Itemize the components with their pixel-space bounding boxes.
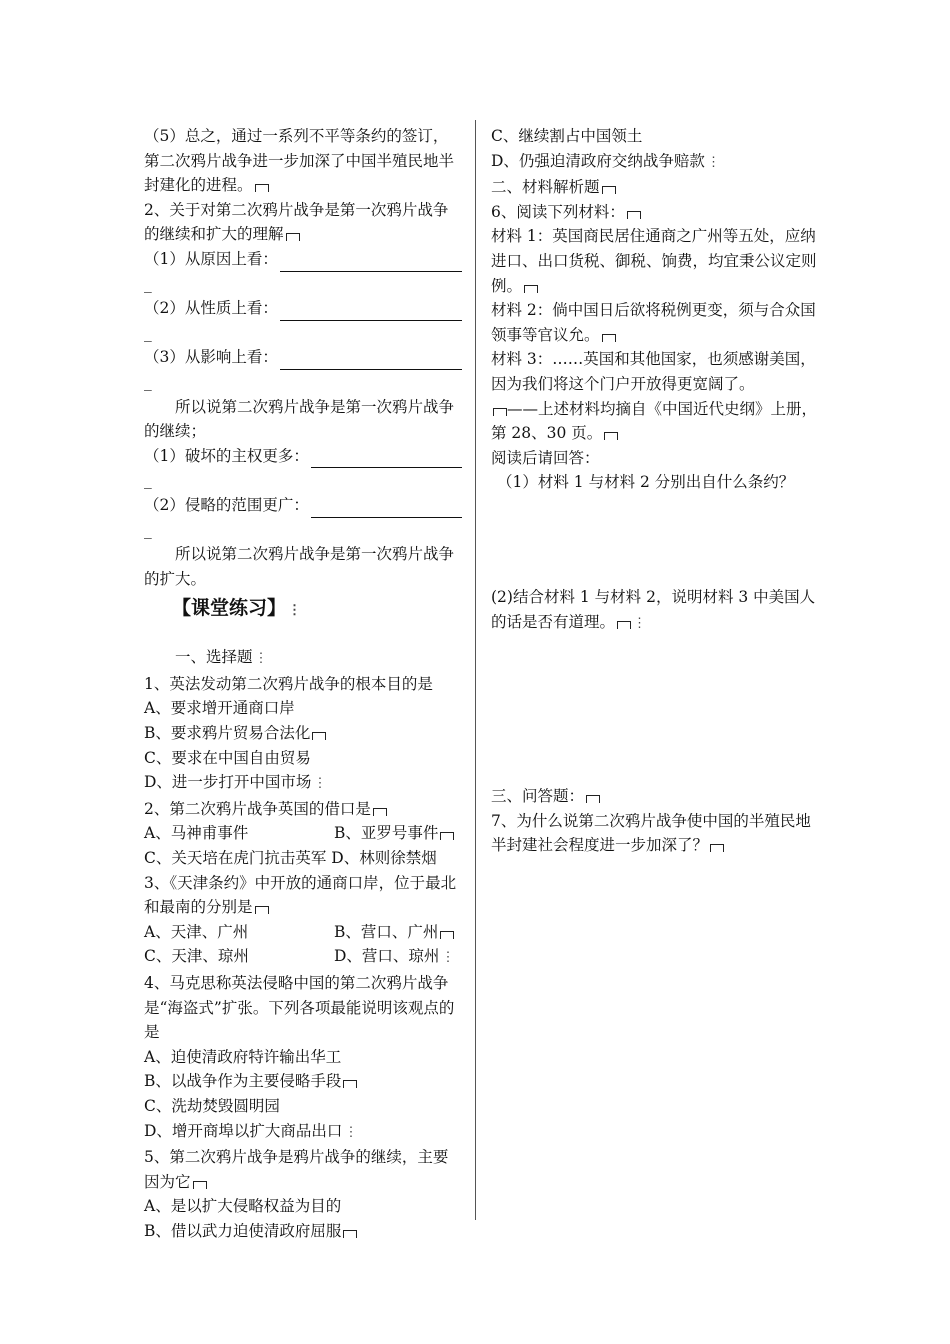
option-d[interactable]: D、营口、琼州 ⋮ <box>334 947 455 966</box>
dash-mark: _ <box>144 372 152 391</box>
sovereignty-blank: （1）破坏的主权更多： <box>144 444 462 469</box>
answer-line[interactable] <box>280 302 462 321</box>
dash-mark: _ <box>144 274 152 293</box>
option-b[interactable]: B、借以武力迫使清政府屈服 <box>144 1219 462 1244</box>
sub-heading-choice: 一、选择题 ⋮ <box>175 648 268 667</box>
paragraph-mark-icon <box>586 795 600 803</box>
question-3: 3、《天津条约》中开放的通商口岸，位于最北和最南的分别是 <box>144 873 457 917</box>
option-a[interactable]: A、马神甫事件 <box>144 824 249 843</box>
options-ab <box>144 920 462 945</box>
paragraph-mark-icon <box>602 186 616 194</box>
section-material-analysis: 二、材料解析题 <box>491 175 821 200</box>
paragraph-mark-icon <box>627 211 641 219</box>
sub-question-1: （1）材料 1 与材料 2 分别出自什么条约？ <box>497 473 795 492</box>
column-divider <box>475 120 476 1220</box>
option-a[interactable]: A、迫使清政府特许输出华工 <box>144 1047 342 1066</box>
option-c[interactable]: C、天津、琼州 <box>144 947 249 966</box>
answer-line[interactable] <box>280 351 462 370</box>
dash-mark: _ <box>144 323 152 342</box>
paragraph-summary: （5）总之，通过一系列不平等条约的签订，第二次鸦片战争进一步加深了中国半殖民地半封建化的进程。 <box>144 127 455 195</box>
left-column <box>144 124 462 1244</box>
option-d[interactable]: D、进一步打开中国市场 ⋮ <box>144 773 327 792</box>
material-source: ——上述材料均摘自《中国近代史纲》上册，第 28、30 页。 <box>491 399 818 443</box>
dash-mark: _ <box>144 471 152 490</box>
scope-blank: （2）侵略的范围更广： <box>144 493 462 518</box>
paragraph-mark-icon <box>493 408 507 416</box>
expansion-statement: 所以说第二次鸦片战争是第一次鸦片战争的扩大。 <box>144 545 455 588</box>
options-cd[interactable]: C、关天培在虎门抗击英军 D、林则徐禁烟 <box>144 849 437 868</box>
paragraph-mark-icon <box>312 732 326 740</box>
paragraph-mark-icon <box>286 233 300 241</box>
material-1: 材料 1：英国商民居住通商之广州等五处，应纳进口、出口货税、御税、饷费，均宜秉公议定则例。 <box>491 227 817 295</box>
option-b[interactable]: B、亚罗号事件 <box>334 821 454 846</box>
paragraph-mark-icon <box>617 621 631 629</box>
influence-blank: （3）从影响上看： <box>144 345 462 370</box>
question-2-understanding: 2、关于对第二次鸦片战争是第一次鸦片战争的继续和扩大的理解 <box>144 200 449 244</box>
answer-line[interactable] <box>280 253 462 272</box>
paragraph-mark-icon <box>373 808 387 816</box>
read-instruction: 阅读后请回答： <box>491 448 600 467</box>
paragraph-mark-icon <box>193 1181 207 1189</box>
answer-line[interactable] <box>311 499 462 518</box>
answer-space[interactable] <box>491 495 821 585</box>
paragraph-mark-icon <box>255 906 269 914</box>
option-c[interactable]: C、要求在中国自由贸易 <box>144 748 311 767</box>
question-2: 2、第二次鸦片战争英国的借口是 <box>144 797 462 822</box>
option-c[interactable]: C、继续割占中国领土 <box>491 127 643 145</box>
option-d[interactable]: D、增开商埠以扩大商品出口 ⋮ <box>144 1121 358 1140</box>
paragraph-mark-icon <box>255 184 269 192</box>
paragraph-mark-icon <box>524 285 538 293</box>
reason-blank: （1）从原因上看： <box>144 247 462 272</box>
option-a[interactable]: A、要求增开通商口岸 <box>144 699 295 718</box>
option-c[interactable]: C、洗劫焚毁圆明园 <box>144 1096 280 1115</box>
section-heading: 【课堂练习】 ⋮ <box>172 597 302 620</box>
answer-line[interactable] <box>311 449 462 468</box>
dash-mark: _ <box>144 520 152 539</box>
option-a[interactable]: A、是以扩大侵略权益为目的 <box>144 1197 342 1216</box>
sub-question-2: (2)结合材料 1 与材料 2，说明材料 3 中美国人的话是否有道理。 ⋮ <box>491 587 816 631</box>
question-1: 1、英法发动第二次鸦片战争的根本目的是 <box>144 674 433 693</box>
question-4: 4、马克思称英法侵略中国的第二次鸦片战争是“海盗式”扩张。下列各项最能说明该观点的是 <box>144 974 455 1042</box>
option-d[interactable]: D、仍强迫清政府交纳战争赔款 ⋮ <box>491 151 720 170</box>
paragraph-mark-icon <box>343 1080 357 1088</box>
question-6: 6、阅读下列材料： <box>491 200 821 225</box>
material-3: 材料 3：……英国和其他国家，也须感谢美国，因为我们将这个门户开放得更宽阔了。 <box>491 350 816 393</box>
section-short-answer: 三、问答题： <box>491 784 821 809</box>
right-column <box>491 124 821 858</box>
continuation-statement: 所以说第二次鸦片战争是第一次鸦片战争的继续； <box>144 397 455 441</box>
options-ab <box>144 821 462 846</box>
options-cd <box>144 944 462 971</box>
option-b[interactable]: B、要求鸦片贸易合法化 <box>144 721 462 746</box>
paragraph-mark-icon <box>710 844 724 852</box>
option-b[interactable]: B、以战争作为主要侵略手段 <box>144 1069 462 1094</box>
nature-blank: （2）从性质上看： <box>144 296 462 321</box>
option-b[interactable]: B、营口、广州 <box>334 920 454 945</box>
paragraph-mark-icon <box>604 432 618 440</box>
paragraph-mark-icon <box>343 1230 357 1238</box>
paragraph-mark-icon <box>602 334 616 342</box>
question-5: 5、第二次鸦片战争是鸦片战争的继续，主要因为它 <box>144 1148 449 1191</box>
answer-space[interactable] <box>491 636 821 784</box>
paragraph-mark-icon <box>440 931 454 939</box>
question-7: 7、为什么说第二次鸦片战争使中国的半殖民地半封建社会程度进一步加深了？ <box>491 811 811 855</box>
material-2: 材料 2：倘中国日后欲将税例更变，须与合众国领事等官议允。 <box>491 301 816 344</box>
paragraph-mark-icon <box>440 832 454 840</box>
option-a[interactable]: A、天津、广州 <box>144 922 249 941</box>
